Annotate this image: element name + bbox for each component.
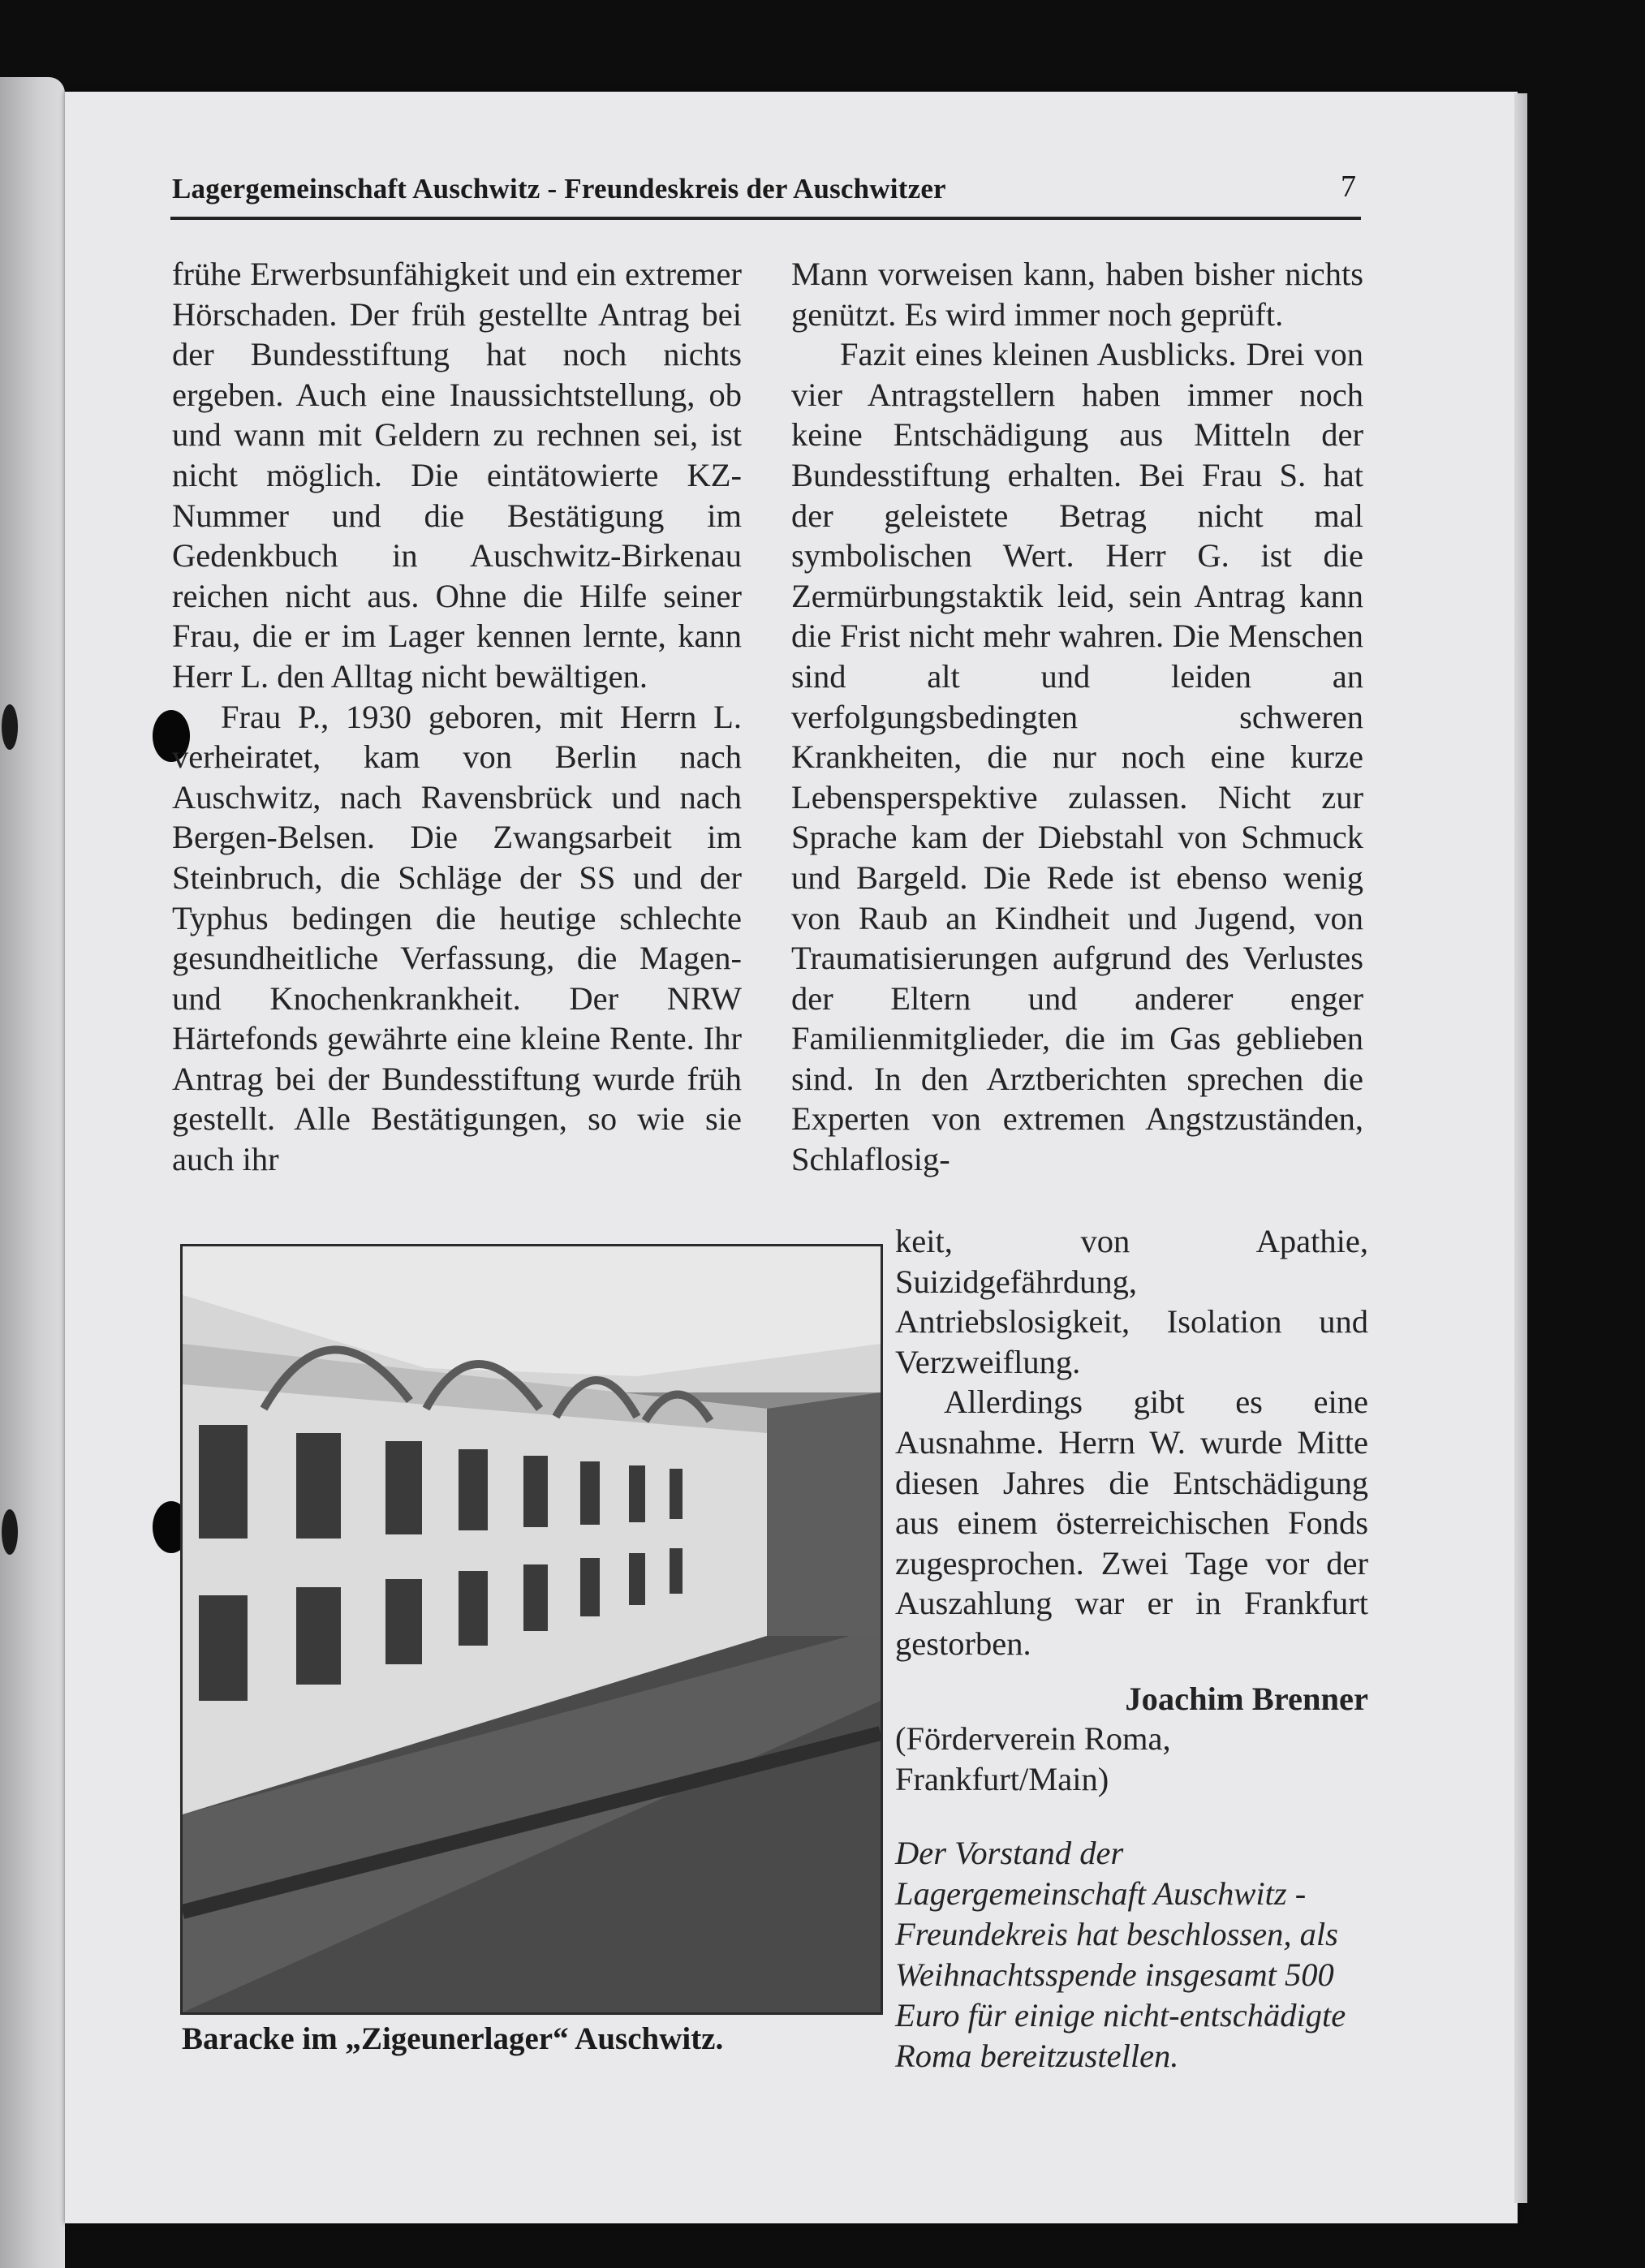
paragraph: Frau P., 1930 geboren, mit Herrn L. verheiratet, kam von Berlin nach Auschwitz, nach Ravensbrück und nach Bergen-Belsen. Die Zwangsarbeit im Steinbruch, die Schläge der SS und der Typhus bedingen die heutige schlechte gesundheitliche Verfassung, die Magen- und Knochenkrankheit. Der NRW Härtefonds gewährte eine kleine Rente. Ihr Antrag bei der Bundesstiftung wurde früh gestellt. Alle Bestätigungen, so wie sie auch ihr: [172, 698, 742, 1178]
page-stack-edge: [1514, 93, 1527, 2203]
author-name: Joachim Brenner: [1125, 1680, 1368, 1717]
running-header-title: Lagergemeinschaft Auschwitz - Freundeskreis der Auschwitzer: [172, 173, 946, 204]
barrack-photo: [180, 1244, 883, 2015]
page-number: 7: [1341, 170, 1356, 204]
previous-page-punch-hole: [2, 1509, 18, 1555]
photo-caption: Baracke im „Zigeunerlager“ Auschwitz.: [182, 2021, 724, 2056]
board-note: Der Vorstand der Lagergemeinschaft Auschwitz - Freundekreis hat beschlossen, als Weihnachtsspende insgesamt 500 Euro für einige nicht-entschädigte Roma bereitzustellen.: [895, 1835, 1346, 2075]
paragraph: Mann vorweisen kann, haben bisher nichts genützt. Es wird immer noch geprüft.: [791, 256, 1363, 333]
right-column-continuation: [895, 1221, 1368, 2076]
paragraph: Fazit eines kleinen Ausblicks. Drei von vier Antragstellern haben immer noch keine Entschädigung aus Mitteln der Bundesstiftung erhalten. Bei Frau S. hat der geleistete Betrag nicht mal symbolischen Wert. Herr G. ist die Zermürbungstaktik leid, sein Antrag kann die Frist nicht mehr wahren. Die Menschen sind alt und leiden an verfolgungsbedingten schweren Krankheiten, die nur noch eine kurze Lebensperspektive zulassen. Nicht zur Sprache kam der Diebstahl von Schmuck und Bargeld. Die Rede ist ebenso wenig von Raub an Kindheit und Jugend, von Traumatisierungen aufgrund des Verlustes der Eltern und anderer enger Familienmitglieder, die im Gas geblieben sind. In den Arztberichten sprechen die Experten von extremen Angstzuständen, Schlaflosig-: [791, 336, 1363, 1178]
right-column: [791, 254, 1363, 1180]
previous-page-punch-hole: [2, 704, 18, 750]
header-rule: [170, 217, 1361, 220]
left-column: [172, 254, 742, 1180]
paragraph: Allerdings gibt es eine Ausnahme. Herrn W. wurde Mitte diesen Jahres die Entschädigung aus einem österreichischen Fonds zugesprochen. Zwei Tage vor der Auszahlung war er in Frankfurt gestorben.: [895, 1384, 1368, 1662]
paragraph: keit, von Apathie, Suizidgefährdung, Antriebslosigkeit, Isolation und Verzweiflung.: [895, 1223, 1368, 1380]
previous-page-edge: [0, 77, 65, 2268]
author-affiliation: (Förderverein Roma, Frankfurt/Main): [895, 1720, 1171, 1797]
paragraph: frühe Erwerbsunfähigkeit und ein extremer Hörschaden. Der früh gestellte Antrag bei der Bundesstiftung hat noch nichts ergeben. Auch eine Inaussichtstellung, ob und wann mit Geldern zu rechnen sei, ist nicht möglich. Die eintätowierte KZ-Nummer und die Bestätigung im Gedenkbuch in Auschwitz-Birkenau reichen nicht aus. Ohne die Hilfe seiner Frau, die er im Lager kennen lernte, kann Herr L. den Alltag nicht bewältigen.: [172, 256, 742, 695]
